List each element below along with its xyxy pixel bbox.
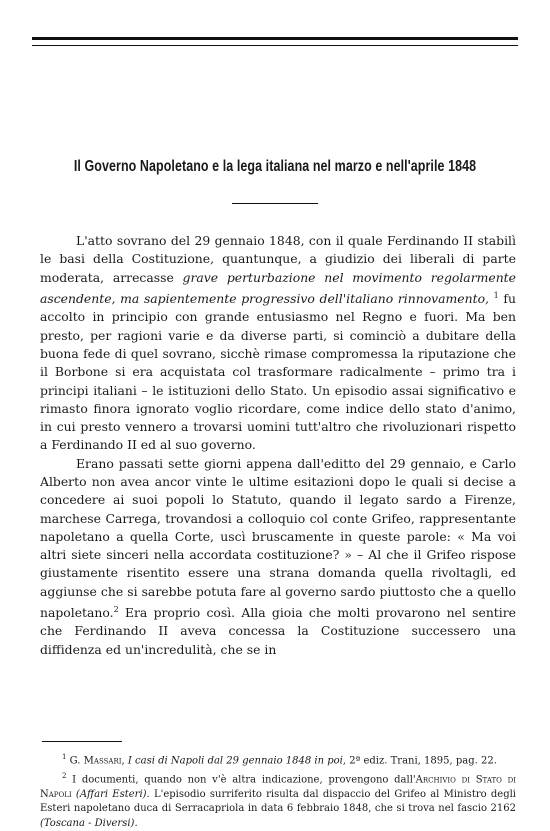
- footnote-1: $^1$ G. Massari, I casi di Napoli dal 29 gennaio 1848 in poi, 2ª ediz. Trani, 1895, pag. 22.: [62, 753, 497, 767]
- footnote-2: $^2$ I documenti, quando non v'è altra indicazione, provengono dall'Archivio di Stato di Napoli (Affari Esteri). L'episodio surriferito risulta dal dispaccio del Grifeo al Ministro degli Esteri napoletano duca di Serracapriola in data 6 febbraio 1848, che si trova nel fascio 2162 (Toscana - Diversi).: [40, 771, 516, 829]
- footnote-separator: [42, 741, 122, 742]
- header-rule-thick: [32, 37, 518, 40]
- article-body: [40, 232, 516, 659]
- header-rule-thin: [32, 45, 518, 46]
- footnote-ref-2: 2: [113, 605, 119, 615]
- article-title: Il Governo Napoletano e la lega italiana nel marzo e nell'aprile 1848: [73, 158, 477, 175]
- footnote-ref-1: 1: [493, 290, 499, 300]
- footnotes: [40, 750, 516, 831]
- quoted-phrase: grave perturbazione nel movimento regolarmente ascendente, ma sapientemente progressivo dell'italiano rinnovamento,: [40, 269, 516, 307]
- paragraph-1: L'atto sovrano del 29 gennaio 1848, con il quale Ferdinando II stabilì le basi della Costituzione, quantunque, a giudizio dei liberali di parte moderata, arrecasse grave perturbazione nel movimento regolarmente ascendente, ma sapientemente progressivo dell'italiano rinnovamento, $^1$ fu accolto in principio con grande entusiasmo nel Regno e fuori. Ma ben presto, per ragioni varie e da diverse parti, si cominciò a dubitare della buona fede di quel sovrano, sicchè rimase compromessa la riputazione che il Borbone si era acquistata col trasformare radicalmente – primo tra i principi italiani – le istituzioni dello Stato. Un episodio assai significativo e rimasto finora ignorato voglio ricordare, come indice dello stato d'animo, in cui presto vennero a trovarsi uomini tutt'altro che rivoluzionari rispetto a Ferdinando II ed al suo governo.: [40, 233, 516, 453]
- paragraph-2: Erano passati sette giorni appena dall'editto del 29 gennaio, e Carlo Alberto non avea ancor vinte le ultime esitazioni dopo le quali si decise a concedere ai suoi popoli lo Statuto, quando il legato sardo a Firenze, marchese Carrega, trovandosi a colloquio col conte Grifeo, rappresentante napoletano a quella Corte, uscì bruscamente in queste parole: « Ma voi altri siete sinceri nella accordata costituzione? » – Al che il Grifeo rispose giustamente risentito essere una strana domanda quella rivoltagli, ed aggiunse che si sarebbe potuta fare al governo sardo piuttosto che a quello napoletano.$^2$ Era proprio così. Alla gioia che molti provarono nel sentire che Ferdinando II aveva concessa la Costituzione successero una diffidenza ed un'incredulità, che se in: [40, 455, 516, 657]
- title-separator: [232, 203, 318, 204]
